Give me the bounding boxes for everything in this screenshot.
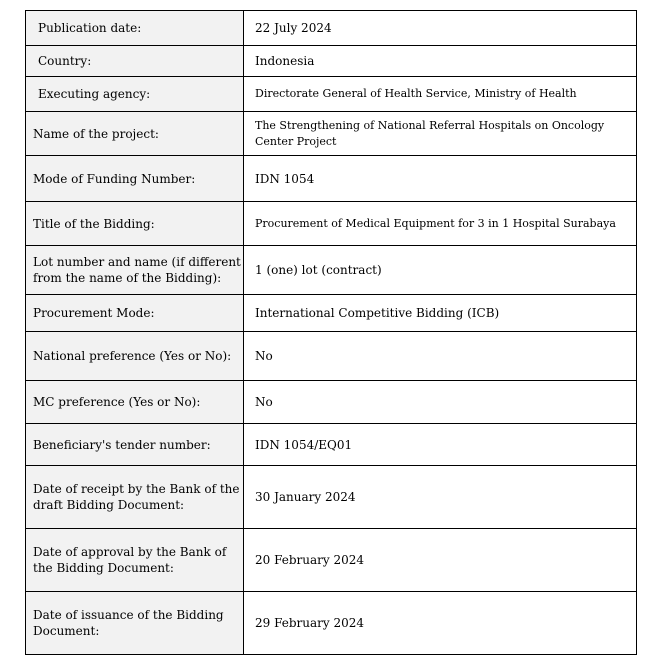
table-row	[26, 529, 637, 592]
table-row	[26, 112, 637, 156]
row-label-mc-preference: MC preference (Yes or No):	[26, 381, 244, 424]
row-value-project-name: The Strengthening of National Referral Hospitals on Oncology Center Project	[244, 112, 637, 156]
row-value-approval-date: 20 February 2024	[244, 529, 637, 592]
table-row	[26, 466, 637, 529]
row-label-country: Country:	[26, 46, 244, 77]
row-label-procurement-mode: Procurement Mode:	[26, 295, 244, 332]
row-value-country: Indonesia	[244, 46, 637, 77]
row-value-national-preference: No	[244, 332, 637, 381]
row-label-publication-date: Publication date:	[26, 11, 244, 46]
row-label-approval-date: Date of approval by the Bank of the Bidding Document:	[26, 529, 244, 592]
row-label-project-name: Name of the project:	[26, 112, 244, 156]
row-value-publication-date: 22 July 2024	[244, 11, 637, 46]
row-value-lot-number: 1 (one) lot (contract)	[244, 246, 637, 295]
table-row	[26, 246, 637, 295]
row-value-executing-agency: Directorate General of Health Service, Ministry of Health	[244, 77, 637, 112]
row-label-funding-number: Mode of Funding Number:	[26, 156, 244, 202]
table-row	[26, 424, 637, 466]
row-label-draft-receipt-date: Date of receipt by the Bank of the draft Bidding Document:	[26, 466, 244, 529]
row-value-draft-receipt-date: 30 January 2024	[244, 466, 637, 529]
row-label-lot-number: Lot number and name (if different from the name of the Bidding):	[26, 246, 244, 295]
row-label-issuance-date: Date of issuance of the Bidding Document:	[26, 592, 244, 655]
row-label-executing-agency: Executing agency:	[26, 77, 244, 112]
table-row	[26, 332, 637, 381]
row-value-tender-number: IDN 1054/EQ01	[244, 424, 637, 466]
table-row	[26, 202, 637, 246]
row-label-bidding-title: Title of the Bidding:	[26, 202, 244, 246]
row-value-issuance-date: 29 February 2024	[244, 592, 637, 655]
table-row	[26, 381, 637, 424]
table-row	[26, 46, 637, 77]
table-row	[26, 592, 637, 655]
table-row	[26, 77, 637, 112]
bidding-info-table	[25, 10, 637, 655]
row-value-mc-preference: No	[244, 381, 637, 424]
table-row	[26, 11, 637, 46]
row-label-national-preference: National preference (Yes or No):	[26, 332, 244, 381]
row-value-bidding-title: Procurement of Medical Equipment for 3 in 1 Hospital Surabaya	[244, 202, 637, 246]
row-label-tender-number: Beneficiary's tender number:	[26, 424, 244, 466]
row-value-funding-number: IDN 1054	[244, 156, 637, 202]
table-row	[26, 156, 637, 202]
table-row	[26, 295, 637, 332]
row-value-procurement-mode: International Competitive Bidding (ICB)	[244, 295, 637, 332]
